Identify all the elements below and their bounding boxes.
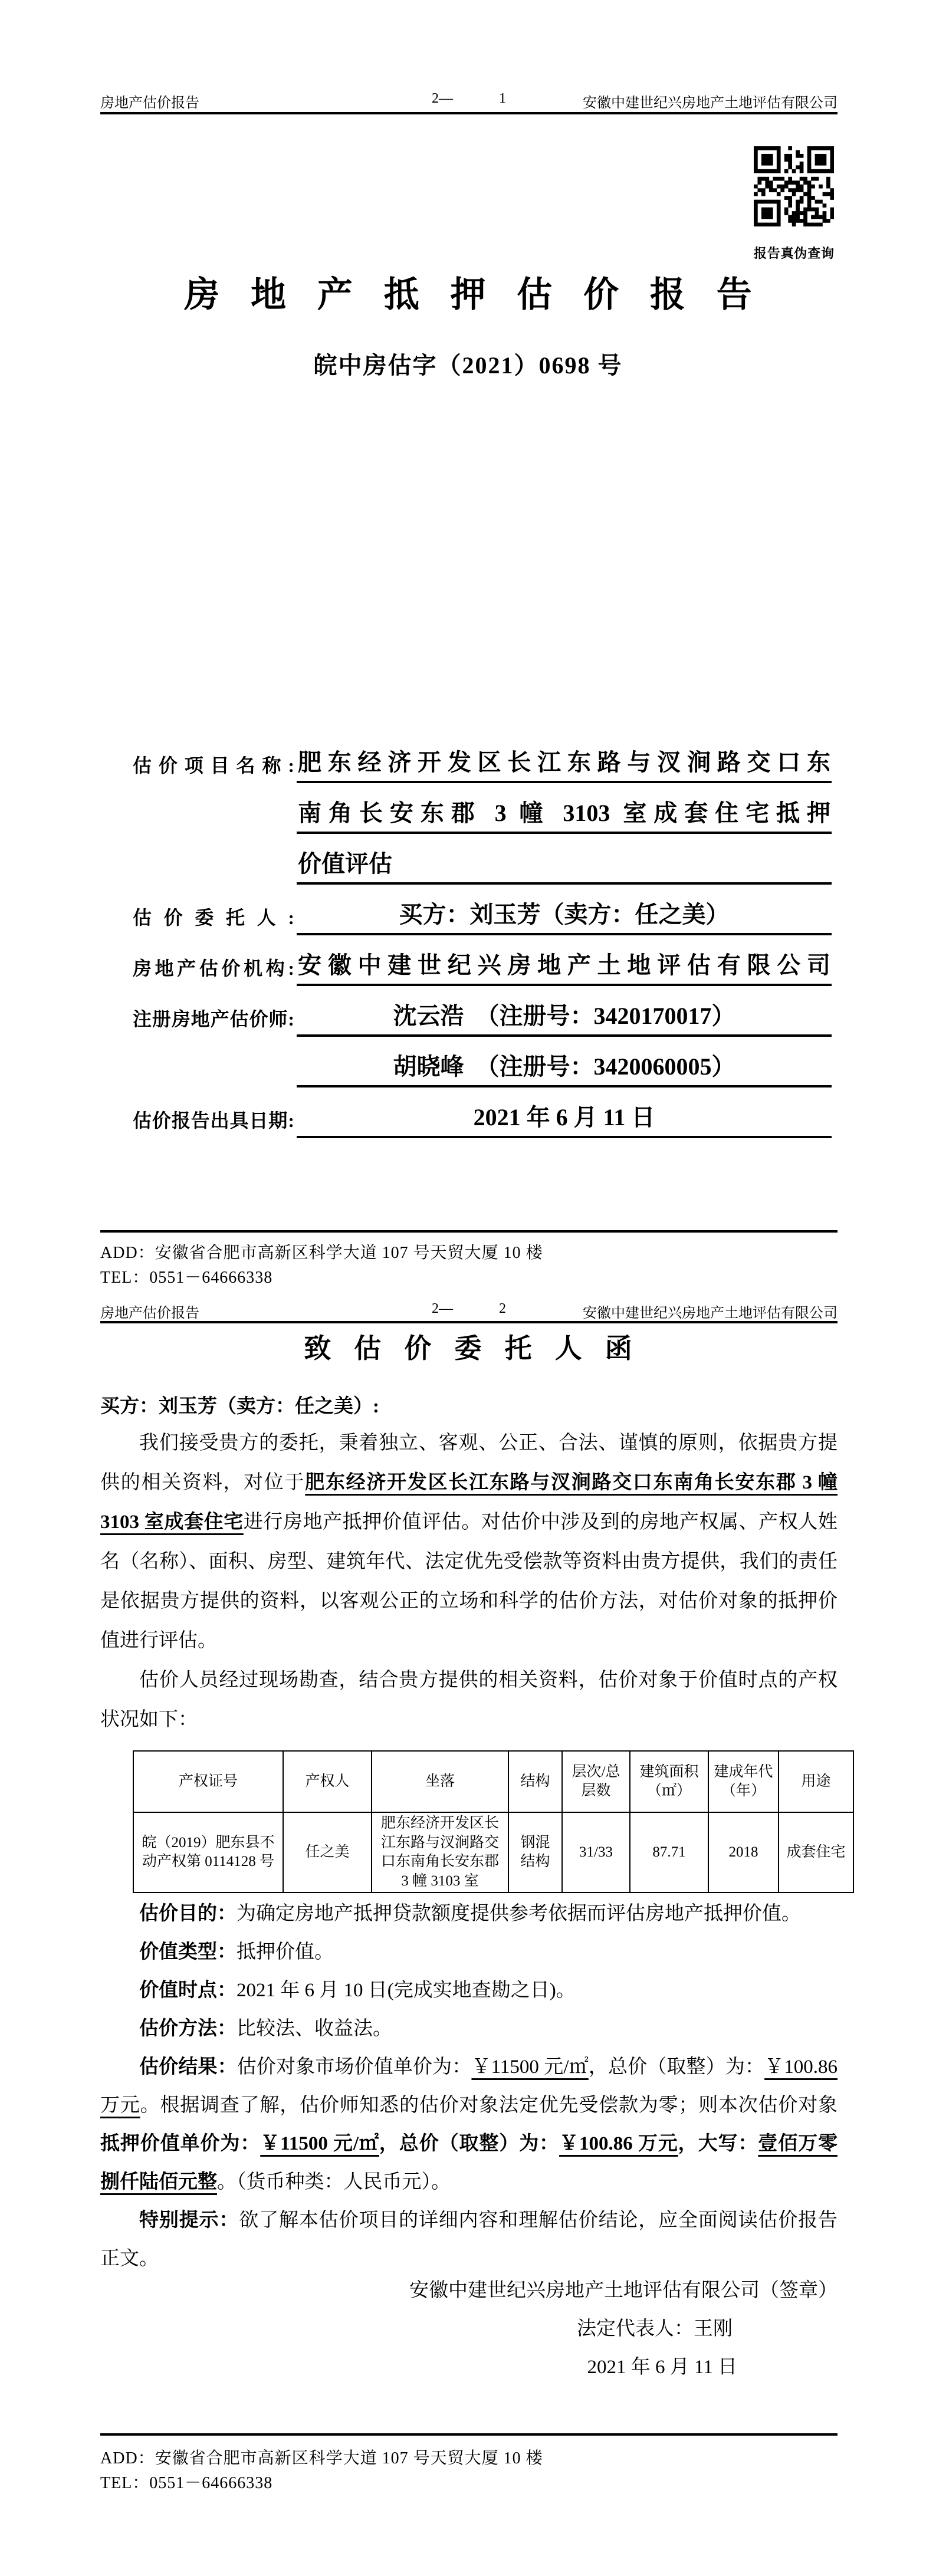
signature-block [100, 2272, 838, 2387]
signature-legal-representative: 法定代表人：王刚 [577, 2318, 733, 2340]
form-label: 估价委托人: [133, 907, 294, 928]
footer-telephone: TEL：0551－64666338 [100, 1269, 273, 1287]
header-doc-type: 房地产估价报告 [100, 96, 199, 111]
letter-paragraph: 我们接受贵方的委托，秉着独立、客观、公正、合法、谨慎的原则，依据贵方提供的相关资料，对位于肥东经济开发区长江东路与汊涧路交口东南角长安东郡 3 幢 3103 室成套住宅进行房地产抵押价值评估。对估价中涉及到的房地产权属、产权人姓名（名称）、面积、房型、建筑年代、法定优先受偿款等资料由贵方提供，我们的责任是依据贵方提供的资料，以客观公正的立场和科学的估价方法，对估价对象的抵押价值进行评估。 [100, 1432, 838, 1651]
form-value: 胡晓峰 （注册号：3420060005） [297, 1053, 832, 1087]
col-year-built: 建成年代（年） [708, 1751, 779, 1812]
letter-title: 致估价委托人函 [304, 1333, 655, 1363]
report-number: 皖中房估字（2021）0698 号 [313, 352, 623, 379]
header-company-name: 安徽中建世纪兴房地产土地评估有限公司 [583, 96, 838, 111]
header-divider [100, 112, 838, 114]
header-divider [100, 1321, 838, 1323]
cover-form [133, 732, 832, 1138]
form-row-appraiser-1 [133, 986, 832, 1037]
header-company-name: 安徽中建世纪兴房地产土地评估有限公司 [583, 1306, 838, 1321]
cell-year-built: 2018 [708, 1812, 779, 1892]
col-owner: 产权人 [283, 1751, 372, 1812]
appraisal-summary-items [100, 1895, 838, 2278]
form-label-empty [133, 1082, 297, 1087]
header-page-indicator [432, 91, 506, 107]
col-area: 建筑面积（㎡） [630, 1751, 708, 1812]
footer-address: ADD：安徽省合肥市高新区科学大道 107 号天贸大厦 10 楼 [100, 1244, 543, 1262]
header-page-number: 2 [499, 1301, 506, 1316]
cell-owner: 任之美 [283, 1812, 372, 1892]
form-value: 2021 年 6 月 11 日 [297, 1104, 832, 1138]
table-row [133, 1812, 853, 1892]
qr-code [754, 146, 834, 226]
item-value-date: 价值时点：2021 年 6 月 10 日(完成实地查勘之日)。 [139, 1980, 576, 2001]
signature-date: 2021 年 6 月 11 日 [587, 2357, 737, 2378]
form-label: 估价项目名称: [133, 755, 294, 776]
item-result: 估价结果：估价对象市场价值单价为：￥11500 元/㎡，总价（取整）为：￥100.86 万元。根据调查了解，估价师知悉的估价对象法定优先受偿款为零；则本次估价对象抵押价值单价为：￥11500 元/㎡，总价（取整）为：￥100.86 万元，大写：壹佰万零捌仟陆佰元整。（货币种类：人民币元）。 [100, 2056, 838, 2193]
form-value: 肥东经济开发区长江东路与汊涧路交口东 [297, 749, 832, 783]
footer-address: ADD：安徽省合肥市高新区科学大道 107 号天贸大厦 10 楼 [100, 2449, 543, 2467]
form-label-empty [133, 879, 297, 885]
header-pages-prefix: 2— [432, 91, 453, 106]
cell-structure: 钢混结构 [508, 1812, 562, 1892]
footer-divider [100, 2433, 838, 2436]
letter-salutation: 买方：刘玉芳（卖方：任之美）: [100, 1396, 379, 1417]
table-header-row [133, 1751, 853, 1812]
cell-use: 成套住宅 [779, 1812, 853, 1892]
letter-paragraph: 估价人员经过现场勘查，结合贵方提供的相关资料，估价对象于价值时点的产权状况如下： [100, 1670, 838, 1730]
letter-body [100, 1424, 838, 1740]
item-method: 估价方法：比较法、收益法。 [139, 2018, 392, 2039]
col-certificate-no: 产权证号 [133, 1751, 283, 1812]
form-row-client [133, 885, 832, 935]
footer-telephone: TEL：0551－64666338 [100, 2474, 273, 2492]
item-value-type: 价值类型：抵押价值。 [139, 1941, 334, 1963]
footer-divider [100, 1230, 838, 1233]
form-row-project-name [133, 732, 832, 783]
form-row-project-name-cont2 [133, 834, 832, 885]
form-row-appraiser-2 [133, 1037, 832, 1087]
property-status-table [133, 1750, 854, 1893]
cell-area: 87.71 [630, 1812, 708, 1892]
form-row-agency [133, 935, 832, 986]
col-structure: 结构 [508, 1751, 562, 1812]
report-title: 房地产抵押估价报告 [184, 275, 783, 314]
form-label: 注册房地产估价师: [133, 1008, 294, 1030]
form-label: 房地产估价机构: [133, 958, 294, 979]
header-pages-prefix: 2— [432, 1301, 453, 1316]
cell-location: 肥东经济开发区长江东路与汊涧路交口东南角长安东郡 3 幢 3103 室 [372, 1812, 508, 1892]
form-label: 估价报告出具日期: [133, 1110, 294, 1131]
item-purpose: 估价目的：为确定房地产抵押贷款额度提供参考依据而评估房地产抵押价值。 [139, 1903, 801, 1924]
header-page-indicator [432, 1301, 506, 1317]
cell-floor: 31/33 [562, 1812, 630, 1892]
page-2-letter [0, 1288, 936, 2576]
form-value: 价值评估 [297, 850, 832, 885]
form-value: 安徽中建世纪兴房地产土地评估有限公司 [297, 952, 832, 986]
page-header [100, 91, 838, 110]
header-page-number: 1 [499, 91, 506, 106]
report-verification-block [754, 146, 834, 262]
header-doc-type: 房地产估价报告 [100, 1306, 199, 1321]
form-value: 南角长安东郡 3 幢 3103 室成套住宅抵押 [297, 800, 832, 834]
col-floor: 层次/总层数 [562, 1751, 630, 1812]
form-label-empty [133, 828, 297, 834]
form-row-issue-date [133, 1087, 832, 1138]
form-row-project-name-cont [133, 783, 832, 834]
form-value: 沈云浩 （注册号：3420170017） [297, 1003, 832, 1037]
signature-company: 安徽中建世纪兴房地产土地评估有限公司（签章） [409, 2280, 838, 2301]
col-location: 坐落 [372, 1751, 508, 1812]
qr-caption: 报告真伪查询 [754, 246, 834, 261]
page-header [100, 1301, 838, 1320]
item-special-note: 特别提示：欲了解本估价项目的详细内容和理解估价结论，应全面阅读估价报告正文。 [100, 2210, 838, 2269]
form-value: 买方：刘玉芳（卖方：任之美） [297, 901, 832, 935]
col-use: 用途 [779, 1751, 853, 1812]
cell-certificate-no: 皖（2019）肥东县不动产权第 0114128 号 [133, 1812, 283, 1892]
